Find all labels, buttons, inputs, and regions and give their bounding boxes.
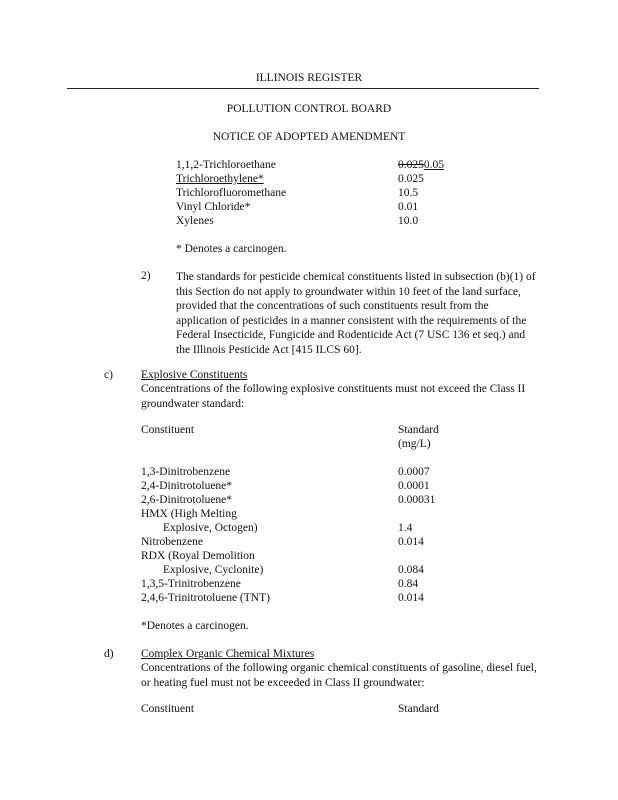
notice-title: NOTICE OF ADOPTED AMENDMENT [212, 131, 406, 143]
column-header-standard: Standard [398, 424, 439, 436]
table-row-name: 2,4,6-Trinitrotoluene (TNT) [141, 592, 270, 604]
table-row-name: Trichlorofluoromethane [176, 187, 287, 199]
table-row-value [398, 159, 444, 172]
section-marker: d) [104, 648, 114, 660]
table-row-name: RDX (Royal Demolition [141, 550, 255, 562]
section-heading: Explosive Constituents [141, 369, 248, 381]
table-row-value: 0.014 [398, 592, 424, 604]
section-heading: Complex Organic Chemical Mixtures [141, 648, 315, 660]
table-row-value: 0.84 [398, 578, 419, 590]
column-header-standard: Standard [398, 703, 439, 715]
table-row-name: Vinyl Chloride* [176, 201, 251, 213]
table-row-name: HMX (High Melting [141, 508, 237, 520]
column-header-unit: (mg/L) [398, 438, 431, 450]
table-row-value: 0.014 [398, 536, 424, 548]
table-row-name: Trichloroethylene* [176, 173, 264, 185]
table-row-name: 2,4-Dinitrotoluene* [141, 480, 233, 492]
column-header-constituent: Constituent [141, 424, 195, 436]
table-row-value: 10.0 [398, 215, 419, 227]
table-row-name: Explosive, Cyclonite) [163, 564, 264, 576]
table-row-name: Xylenes [176, 215, 214, 227]
item-paragraph: The standards for pesticide chemical constituents listed in subsection (b)(1) of this Section do not apply to groundwater within 10 feet of the land surface, provided that the concentrations of such constituents result from the application of pesticides in a manner consistent with the requirements of the Federal Insecticide, Fungicide and Rodenticide Act (7 USC 136 et seq.) and the Illinois Pesticide Act [415 ILCS 60]. [176, 271, 536, 356]
table-row-name: 1,1,2-Trichloroethane [176, 159, 276, 171]
column-header-constituent: Constituent [141, 703, 195, 715]
table-row-value: 0.00031 [398, 494, 436, 506]
table-row-name: 2,6-Dinitrotoluene* [141, 494, 233, 506]
item-marker: 2) [141, 270, 151, 282]
carcinogen-note: *Denotes a carcinogen. [141, 620, 249, 632]
carcinogen-note: * Denotes a carcinogen. [176, 243, 287, 255]
table-row-value: 0.084 [398, 564, 424, 576]
table-row-value: 0.0007 [398, 466, 430, 478]
table-row-name: Explosive, Octogen) [163, 522, 258, 534]
table-row-name: 1,3,5-Trinitrobenzene [141, 578, 241, 590]
register-title: ILLINOIS REGISTER [255, 72, 363, 84]
table-row-value: 1.4 [398, 522, 413, 534]
section-intro: Concentrations of the following explosive constituents must not exceed the Class II groundwater standard: [141, 383, 526, 410]
table-row-name: Nitrobenzene [141, 536, 203, 548]
table-row-value: 10.5 [398, 187, 419, 199]
board-title: POLLUTION CONTROL BOARD [226, 103, 392, 115]
section-intro: Concentrations of the following organic chemical constituents of gasoline, diesel fuel, or heating fuel must not be exceeded in Class II groundwater: [141, 662, 537, 689]
table-row-value: 0.0001 [398, 480, 430, 492]
table-row-value: 0.025 [398, 173, 424, 185]
section-marker: c) [104, 369, 113, 381]
inserted-value: 0.05 [423, 159, 444, 171]
header-rule [67, 88, 539, 89]
table-row-value: 0.01 [398, 201, 419, 213]
table-row-name: 1,3-Dinitrobenzene [141, 466, 231, 478]
deleted-value: 0.025 [398, 159, 424, 171]
